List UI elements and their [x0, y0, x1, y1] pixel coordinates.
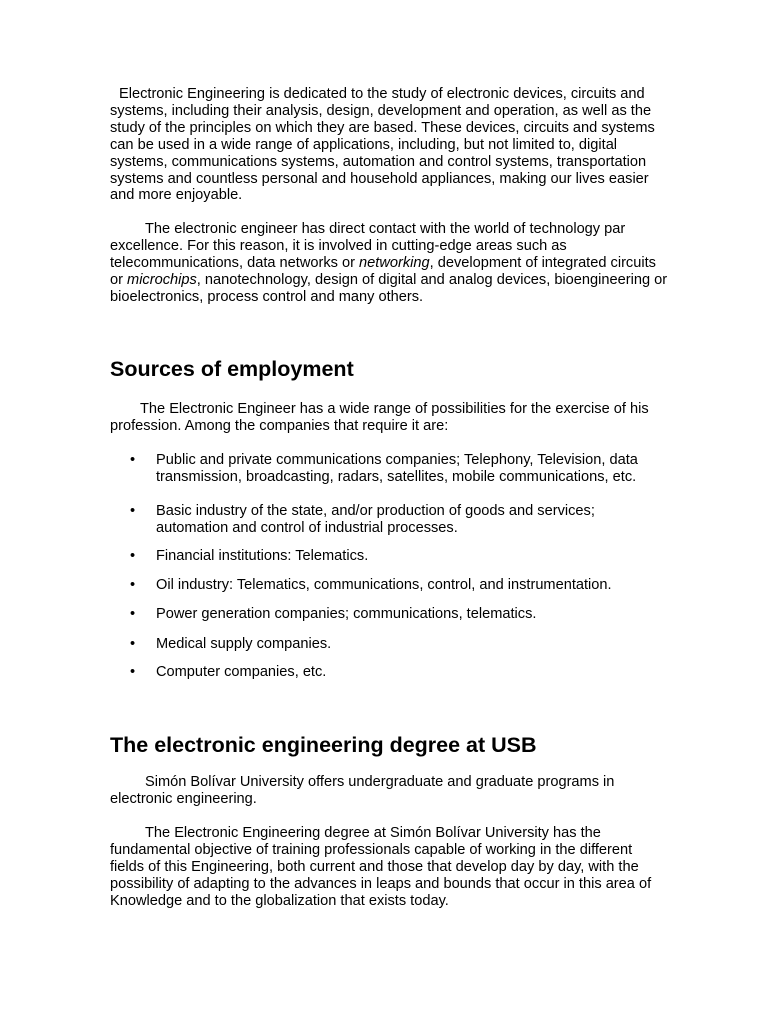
- intro-paragraph-1: [110, 86, 670, 204]
- intro-paragraph-2-text-b: , development of integrated circuits or: [110, 254, 656, 288]
- intro-paragraph-2-text-a: The electronic engineer has direct contact with the world of technology par excellence. For this reason, it is involved in cutting-edge areas such as telecommunications, data networks or: [110, 221, 626, 271]
- bullet-icon: •: [130, 577, 136, 593]
- list-item-text: Medical supply companies.: [156, 636, 332, 652]
- list-item-text: Computer companies, etc.: [156, 664, 327, 680]
- intro-paragraph-2-text-c: , nanotechnology, design of digital and analog devices, bioengineering or bioelectronics, process control and many others.: [110, 271, 668, 305]
- list-item-text: Public and private communications companies; Telephony, Television, data transmission, broadcasting, radars, satellites, mobile communications, etc.: [156, 452, 638, 485]
- bullet-icon: •: [130, 548, 136, 564]
- bullet-icon: •: [130, 664, 136, 680]
- employment-heading: Sources of employment: [110, 357, 354, 381]
- list-item-text: Financial institutions: Telematics.: [156, 548, 369, 564]
- bullet-icon: •: [130, 636, 136, 652]
- degree-heading: The electronic engineering degree at USB: [110, 733, 537, 757]
- employment-intro: [110, 401, 670, 435]
- employment-intro-text: The Electronic Engineer has a wide range of possibilities for the exercise of his profession. Among the companies that require it are:: [110, 401, 649, 434]
- degree-paragraph-1: [110, 774, 670, 808]
- bullet-icon: •: [130, 452, 136, 468]
- degree-paragraph-2: [110, 825, 670, 910]
- intro-paragraph-2: [110, 221, 670, 306]
- degree-paragraph-1-text: Simón Bolívar University offers undergraduate and graduate programs in electronic engineering.: [110, 774, 615, 807]
- networking-term: networking: [359, 254, 430, 271]
- bullet-icon: •: [130, 606, 136, 622]
- list-item-text: Basic industry of the state, and/or production of goods and services; automation and control of industrial processes.: [156, 503, 595, 536]
- list-item-text: Power generation companies; communications, telematics.: [156, 606, 537, 622]
- list-item-text: Oil industry: Telematics, communications, control, and instrumentation.: [156, 577, 612, 593]
- microchips-term: microchips: [127, 271, 197, 288]
- degree-paragraph-2-text: The Electronic Engineering degree at Simón Bolívar University has the fundamental objective of training professionals capable of working in the different fields of this Engineering, both current and those that develop day by day, with the possibility of adapting to the advances in leaps and bounds that occur in this area of Knowledge and to the globalization that exists today.: [110, 825, 652, 909]
- bullet-icon: •: [130, 503, 136, 519]
- intro-paragraph-1-text: Electronic Engineering is dedicated to the study of electronic devices, circuits and systems, including their analysis, design, development and operation, as well as the study of the principles on which they are based. These devices, circuits and systems can be used in a wide range of applications, including, but not limited to, digital systems, communications systems, automation and control systems, transportation systems and countless personal and household appliances, making our lives easier and more enjoyable.: [110, 86, 655, 204]
